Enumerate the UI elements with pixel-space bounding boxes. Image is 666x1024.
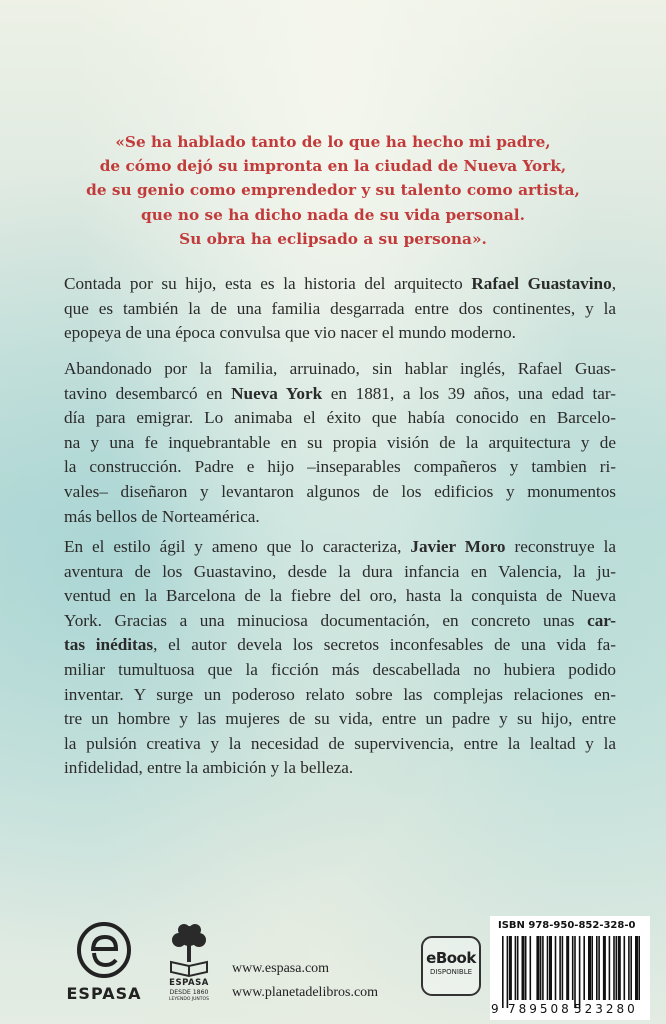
text-line: tre un hombre y las mujeres de su vida, entre un padre y su hijo, entre xyxy=(64,709,616,729)
synopsis-paragraph-1 xyxy=(64,272,616,346)
barcode-bar xyxy=(574,936,576,1008)
ebook-title: eBook xyxy=(426,949,476,967)
barcode-bar xyxy=(598,936,600,1000)
quote-line: «Se ha hablado tanto de lo que ha hecho mi padre, xyxy=(115,133,551,151)
text-line: la pulsión creativa y la necesidad de supervivencia, entre la lealtad y la xyxy=(64,733,616,753)
text-line: epopeya de una época convulsa que vio nacer el mundo moderno. xyxy=(64,323,516,343)
text-line: vales– diseñaron y levantaron algunos de los edificios y monumentos xyxy=(64,481,616,501)
barcode-bar xyxy=(562,936,564,1000)
barcode-bar xyxy=(525,936,527,1000)
espasa-logo xyxy=(62,920,146,1010)
publisher-urls xyxy=(232,957,378,1005)
barcode-bar xyxy=(542,936,544,1000)
text-line: tavino desembarcó en Nueva York en 1881, a los 39 años, una edad tar- xyxy=(64,383,617,403)
barcode-bar xyxy=(630,936,632,1000)
tree-logo-motto: LEYENDO JUNTOS xyxy=(169,997,209,1002)
synopsis-paragraph-3 xyxy=(64,535,616,781)
url-link[interactable]: www.planetadelibros.com xyxy=(232,985,379,1000)
text-line: miliar tumultuosa que la ficción más descabellada no hubiera podido xyxy=(64,659,616,679)
barcode-bar xyxy=(618,936,621,1000)
barcode-first-digit: 9 xyxy=(491,1002,499,1016)
text-line: En el estilo ágil y ameno que lo caracteriza, Javier Moro reconstruye la xyxy=(64,537,617,556)
quote-line: de cómo dejó su impronta en la ciudad de Nueva York, xyxy=(99,157,567,176)
barcode-bar xyxy=(624,936,626,1000)
barcode-bar xyxy=(559,936,561,1000)
barcode-bar xyxy=(507,936,509,1008)
synopsis-paragraph-2 xyxy=(64,357,616,529)
barcode-bar xyxy=(549,936,552,1000)
barcode-bar xyxy=(555,936,557,1000)
barcode-bar xyxy=(583,936,585,1000)
barcode-bar xyxy=(613,936,615,1000)
barcode-left-digits: 789508 xyxy=(508,1002,572,1016)
text-line: Contada por su hijo, esta es la historia del arquitecto Rafael Guastavino, xyxy=(64,274,616,293)
quote-line: que no se ha dicho nada de su vida personal. xyxy=(141,205,525,224)
barcode-bar xyxy=(596,936,598,1000)
espasa-tree-logo xyxy=(163,920,215,1015)
barcode-bar xyxy=(591,936,593,1000)
barcode-right-digits: 523280 xyxy=(574,1002,638,1016)
text-line: día para emigrar. Lo animaba el éxito que había conocido en Barcelo- xyxy=(64,408,616,428)
text-line: inventar. Y surge un poderoso relato sobre las complejas relaciones en- xyxy=(64,684,616,704)
text-line: tas inéditas, el autor devela los secretos inconfesables de una vida fa- xyxy=(64,635,617,655)
barcode-bar xyxy=(540,936,542,1000)
text-line: York. Gracias a una minuciosa documentación, en concreto unas car- xyxy=(64,610,616,630)
barcode-bar xyxy=(609,936,611,1000)
barcode-bar xyxy=(628,936,630,1000)
url-link[interactable]: www.espasa.com xyxy=(232,961,330,976)
espasa-e-icon xyxy=(76,920,132,980)
barcode-bar xyxy=(530,936,532,1000)
ebook-subtitle: DISPONIBLE xyxy=(429,968,473,976)
publisher-name: ESPASA xyxy=(66,984,142,1003)
barcode-bar xyxy=(502,936,504,1008)
city-name: Nueva York xyxy=(231,383,323,403)
barcode-bar xyxy=(515,936,517,1000)
barcode-bar xyxy=(616,936,618,1000)
text-line: aventura de los Guastavino, desde la dura infancia en Valencia, la ju- xyxy=(64,561,616,581)
barcode xyxy=(490,916,650,1020)
ebook-badge xyxy=(421,936,481,996)
barcode-bar xyxy=(603,936,606,1000)
barcode-bar xyxy=(547,936,549,1000)
pull-quote xyxy=(70,130,596,251)
barcode-bar xyxy=(522,936,525,1000)
text-line: infidelidad, entre la ambición y la belleza. xyxy=(64,758,354,778)
barcode-bar xyxy=(566,936,569,1000)
barcode-bar xyxy=(536,936,539,1000)
text-line: ventud en la Barcelona de la fiebre del oro, hasta la conquista de Nueva xyxy=(64,586,616,606)
text-line: la construcción. Padre e hijo –inseparables compañeros y tambien ri- xyxy=(64,457,616,477)
barcode-bar xyxy=(588,936,591,1000)
tree-logo-since: DESDE 1860 xyxy=(169,989,209,996)
text-line: Abandonado por la familia, arruinado, sin hablar inglés, Rafael Guas- xyxy=(64,359,616,378)
tree-logo-name: ESPASA xyxy=(169,978,209,988)
text-line: más bellos de Norteamérica. xyxy=(64,506,260,526)
architect-name: Rafael Guastavino xyxy=(471,274,612,293)
isbn-label: ISBN 978-950-852-328-0 xyxy=(498,920,636,931)
quote-line: de su genio como emprendedor y su talento como artista, xyxy=(86,181,580,200)
text-line: na y una fe inquebrantable en su propia visión de la arquitectura y de xyxy=(64,432,616,452)
barcode-bar xyxy=(638,936,640,1000)
text-line: que es también la de una familia desgarrada entre dos continentes, y la xyxy=(64,298,616,318)
barcode-bar xyxy=(509,936,512,1000)
barcode-bar xyxy=(635,936,638,1000)
author-name: Javier Moro xyxy=(410,537,506,556)
barcode-bar xyxy=(579,936,581,1008)
barcode-bar xyxy=(517,936,519,1000)
barcode-bar xyxy=(572,936,574,1000)
tree-book-icon xyxy=(163,920,215,978)
quote-line: Su obra ha eclipsado a su persona». xyxy=(179,229,487,248)
